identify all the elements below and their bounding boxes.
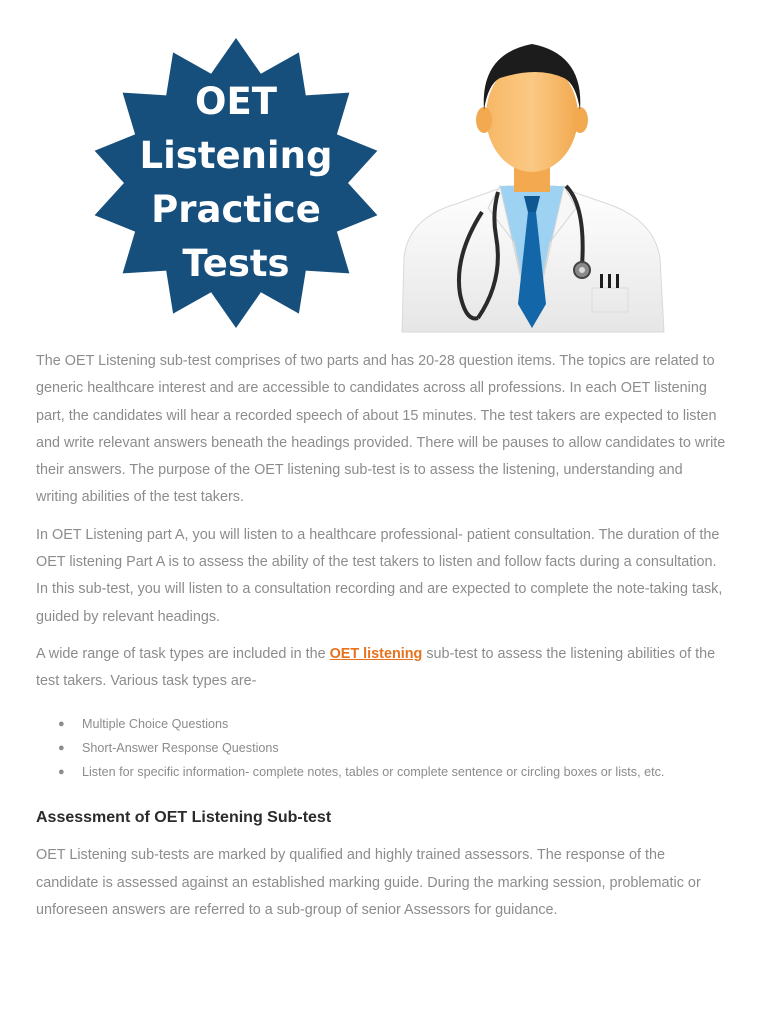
badge-title bbox=[86, 38, 386, 328]
hero-banner bbox=[0, 0, 768, 340]
doctor-illustration bbox=[396, 36, 668, 336]
list-item-text: Short-Answer Response Questions bbox=[82, 740, 279, 755]
bullet-icon: ● bbox=[58, 766, 65, 779]
list-item bbox=[36, 736, 726, 760]
badge-line-1: OET bbox=[195, 80, 277, 123]
badge-line-4: Tests bbox=[182, 242, 290, 285]
task-types-paragraph bbox=[36, 641, 726, 696]
list-item bbox=[36, 712, 726, 736]
task-intro-after: sub-test to assess the listening abilities of the test takers. Various task types are- bbox=[36, 645, 716, 690]
bullet-icon: ● bbox=[58, 741, 65, 754]
part-a-paragraph: In OET Listening part A, you will listen to a healthcare professional- patient consultation. The duration of the OET listening Part A is to assess the ability of the test takers to listen and follow facts during a consultation. In this sub-test, you will listen to a consultation recording and are expected to complete the note-taking task, guided by relevant headings. bbox=[36, 526, 723, 625]
assessment-paragraph: OET Listening sub-tests are marked by qualified and highly trained assessors. The response of the candidate is assessed against an established marking guide. During the marking session, problematic or unforeseen answers are referred to a sub-group of senior Assessors for guidance. bbox=[36, 847, 701, 919]
assessment-heading: Assessment of OET Listening Sub-test bbox=[36, 809, 332, 827]
badge-line-3: Practice bbox=[151, 188, 321, 231]
list-item-text: Multiple Choice Questions bbox=[82, 716, 229, 731]
intro-paragraph: The OET Listening sub-test comprises of two parts and has 20-28 question items. The topics are related to generic healthcare interest and are accessible to candidates across all professions. In each OET listening part, the candidates will hear a recorded speech of about 15 minutes. The test takers are expected to listen and write relevant answers beneath the headings provided. There will be pauses to allow candidates to write their answers. The purpose of the OET listening sub-test is to assess the listening, understanding and writing abilities of the test takers. bbox=[36, 353, 726, 506]
article-body bbox=[36, 348, 726, 934]
task-intro-before: A wide range of task types are included in the bbox=[36, 645, 330, 662]
list-item-text: Listen for specific information- complete notes, tables or complete sentence or circling boxes or lists, etc. bbox=[82, 765, 665, 780]
task-type-list bbox=[36, 712, 726, 785]
bullet-icon: ● bbox=[58, 717, 65, 730]
badge-line-2: Listening bbox=[139, 134, 333, 177]
list-item bbox=[36, 760, 726, 784]
oet-listening-link[interactable]: OET listening bbox=[329, 645, 423, 662]
